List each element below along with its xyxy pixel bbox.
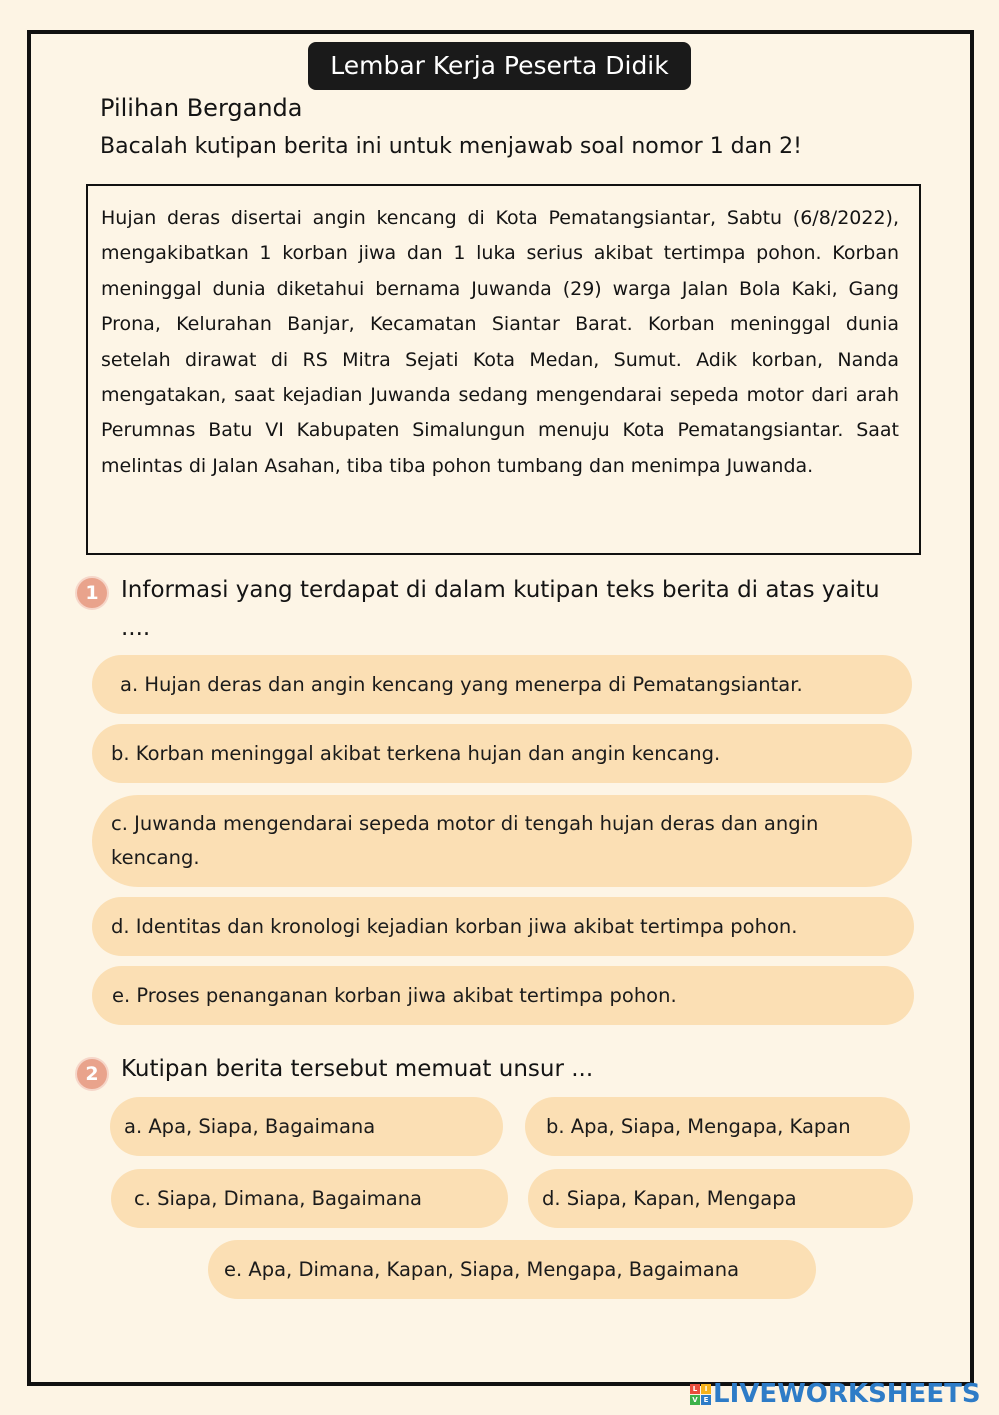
logo-mark-letter-l: L	[690, 1384, 700, 1394]
q2-option-c-label: c. Siapa, Dimana, Bagaimana	[134, 1187, 422, 1210]
news-passage: Hujan deras disertai angin kencang di Kota Pematangsiantar, Sabtu (6/8/2022), mengakibatkan 1 korban jiwa dan 1 luka serius akibat tertimpa pohon. Korban meninggal dunia diketahui bernama Juwanda (29) warga Jalan Bola Kaki, Gang Prona, Kelurahan Banjar, Kecamatan Siantar Barat. Korban meninggal dunia setelah dirawat di RS Mitra Sejati Kota Medan, Sumut. Adik korban, Nanda mengatakan, saat kejadian Juwanda sedang mengendarai sepeda motor dari arah Perumnas Batu VI Kabupaten Simalungun menuju Kota Pematangsiantar. Saat melintas di Jalan Asahan, tiba tiba pohon tumbang dan menimpa Juwanda.	[101, 207, 899, 477]
q1-option-e[interactable]	[92, 966, 914, 1025]
q1-option-a[interactable]	[92, 655, 912, 714]
q2-option-a[interactable]	[110, 1097, 503, 1156]
q2-option-b-label: b. Apa, Siapa, Mengapa, Kapan	[546, 1115, 851, 1138]
q1-option-d-label: d. Identitas dan kronologi kejadian korban jiwa akibat tertimpa pohon.	[111, 915, 798, 938]
q2-option-d-label: d. Siapa, Kapan, Mengapa	[542, 1187, 797, 1210]
q2-option-e[interactable]	[208, 1240, 816, 1299]
logo-mark-letter-v: V	[690, 1395, 700, 1405]
q1-option-c-label: c. Juwanda mengendarai sepeda motor di tengah hujan deras dan angin kencang.	[111, 812, 819, 869]
q1-option-b-label: b. Korban meninggal akibat terkena hujan dan angin kencang.	[111, 742, 721, 765]
worksheet-title: Lembar Kerja Peserta Didik	[308, 42, 691, 90]
q2-option-c[interactable]	[111, 1169, 508, 1228]
q2-option-e-label: e. Apa, Dimana, Kapan, Siapa, Mengapa, Bagaimana	[224, 1258, 740, 1281]
q1-option-e-label: e. Proses penanganan korban jiwa akibat tertimpa pohon.	[112, 984, 677, 1007]
q2-option-b[interactable]	[525, 1097, 910, 1156]
question-2-number-badge: 2	[75, 1057, 109, 1091]
question-1-text: Informasi yang terdapat di dalam kutipan teks berita di atas yaitu ....	[121, 577, 880, 641]
q1-option-a-label: a. Hujan deras dan angin kencang yang menerpa di Pematangsiantar.	[120, 673, 803, 696]
liveworksheets-logo	[690, 1380, 981, 1408]
instruction-text: Bacalah kutipan berita ini untuk menjawab soal nomor 1 dan 2!	[100, 134, 802, 159]
q1-option-d[interactable]	[92, 897, 914, 956]
question-2-text: Kutipan berita tersebut memuat unsur ...	[121, 1056, 594, 1082]
q1-option-c[interactable]	[92, 795, 912, 887]
question-1-number-badge: 1	[75, 576, 109, 610]
liveworksheets-logo-text: LIVEWORKSHEETS	[713, 1379, 981, 1409]
logo-mark-letter-i: I	[701, 1384, 711, 1394]
q2-option-d[interactable]	[528, 1169, 913, 1228]
q1-option-b[interactable]	[92, 724, 912, 783]
logo-mark-letter-e: E	[701, 1395, 711, 1405]
section-title: Pilihan Berganda	[100, 94, 303, 122]
liveworksheets-logo-mark	[690, 1384, 711, 1405]
q2-option-a-label: a. Apa, Siapa, Bagaimana	[124, 1115, 376, 1138]
